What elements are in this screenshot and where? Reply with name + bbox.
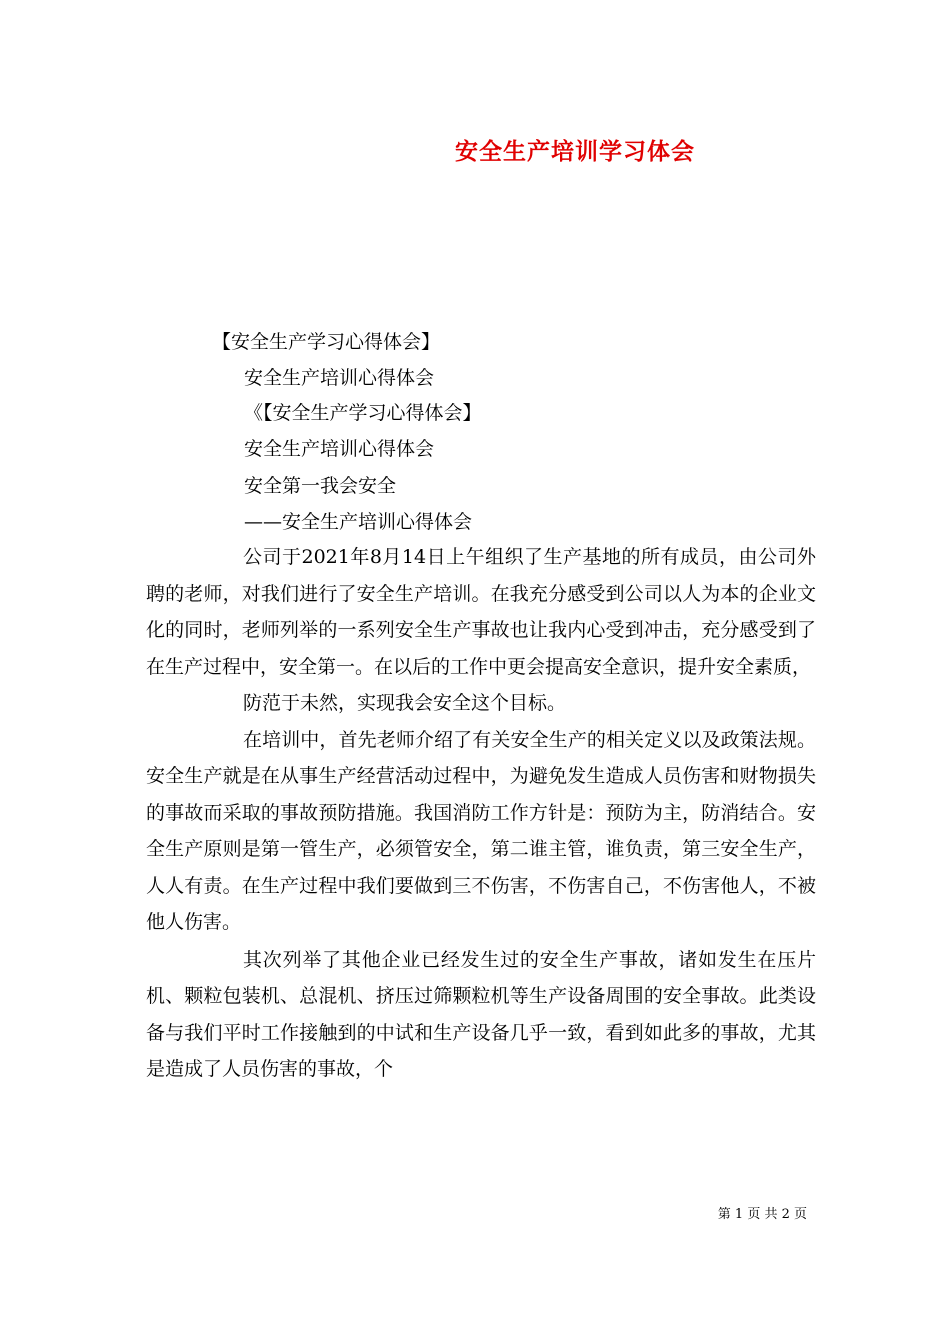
intro-line: 安全生产培训心得体会	[244, 438, 435, 460]
intro-line: 安全第一我会安全	[244, 475, 397, 497]
intro-line: 【安全生产学习心得体会】	[212, 331, 441, 353]
paragraph: 其次列举了其他企业已经发生过的安全生产事故，诸如发生在压片机、颗粒包装机、总混机、挤压过筛颗粒机等生产设备周围的安全事故。此类设备与我们平时工作接触到的中试和生产设备几乎一致，看到如此多的事故，尤其是造成了人员伤害的事故，个	[146, 948, 816, 1080]
paragraph: 公司于2021年8月14日上午组织了生产基地的所有成员，由公司外聘的老师，对我们进行了安全生产培训。在我充分感受到公司以人为本的企业文化的同时，老师列举的一系列安全生产事故也让我内心受到冲击，充分感受到了在生产过程中，安全第一。在以后的工作中更会提高安全意识，提升安全素质，	[146, 546, 816, 678]
intro-line: 安全生产培训心得体会	[244, 367, 435, 389]
intro-line: 《【安全生产学习心得体会】	[244, 402, 482, 424]
body-text	[146, 539, 816, 1088]
intro-line: ——安全生产培训心得体会	[244, 511, 473, 533]
document-title: 安全生产培训学习体会	[455, 138, 695, 165]
page-footer: 第 1 页 共 2 页	[717, 1207, 807, 1222]
paragraph: 防范于未然，实现我会安全这个目标。	[243, 692, 567, 714]
paragraph: 在培训中，首先老师介绍了有关安全生产的相关定义以及政策法规。安全生产就是在从事生产经营活动过程中，为避免发生造成人员伤害和财物损失的事故而采取的事故预防措施。我国消防工作方针是：预防为主，防消结合。安全生产原则是第一管生产，必须管安全，第二谁主管，谁负责，第三安全生产，人人有责。在生产过程中我们要做到三不伤害，不伤害自己，不伤害他人，不被他人伤害。	[146, 728, 816, 933]
